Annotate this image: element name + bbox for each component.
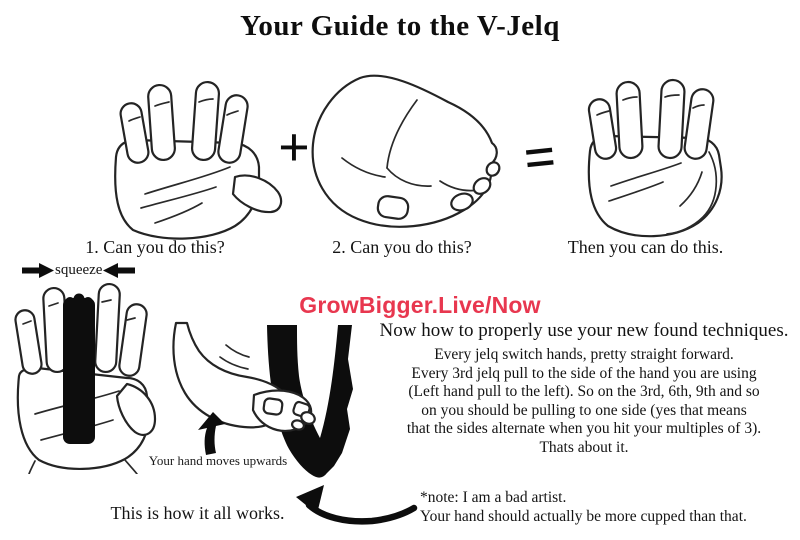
- how-it-works-label: This is how it all works.: [110, 503, 285, 523]
- squeeze-hand-illustration: [5, 274, 165, 474]
- page-title: Your Guide to the V-Jelq: [240, 10, 560, 42]
- up-arrow-icon: [196, 412, 226, 457]
- result-hand-illustration: [560, 55, 740, 240]
- caption-1: 1. Can you do this?: [85, 237, 225, 257]
- artist-note: [420, 488, 790, 526]
- caption-2: 2. Can you do this?: [332, 237, 472, 257]
- caption-3: Then you can do this.: [567, 237, 724, 257]
- plus-sign: +: [278, 117, 310, 179]
- squeeze-label: squeeze: [55, 262, 103, 278]
- note-line: Your hand should actually be more cupped than that.: [420, 508, 747, 525]
- hand-moves-label: Your hand moves upwards: [148, 453, 288, 468]
- instruction-line: Thats about it.: [539, 438, 629, 456]
- watermark-link-text: GrowBigger.Live/Now: [299, 292, 541, 318]
- curved-arrow-icon: [294, 483, 419, 525]
- note-line: *note: I am a bad artist.: [420, 489, 567, 506]
- equals-sign: =: [520, 121, 560, 195]
- instruction-line: Every 3rd jelq pull to the side of the hand you are using: [411, 364, 757, 382]
- instructions: [372, 320, 796, 457]
- vulcan-hand-illustration: [88, 55, 283, 240]
- instruction-line: Every jelq switch hands, pretty straight forward.: [434, 346, 734, 363]
- instruction-line: (Left hand pull to the left). So on the 3rd, 6th, 9th and so: [408, 383, 760, 400]
- instruction-line: on you should be pulling to one side (yes that means: [421, 401, 747, 419]
- instructions-heading: Now how to properly use your new found techniques.: [379, 320, 789, 341]
- instruction-line: that the sides alternate when you hit your multiples of 3).: [406, 420, 762, 437]
- cupped-hand-illustration: [300, 68, 505, 240]
